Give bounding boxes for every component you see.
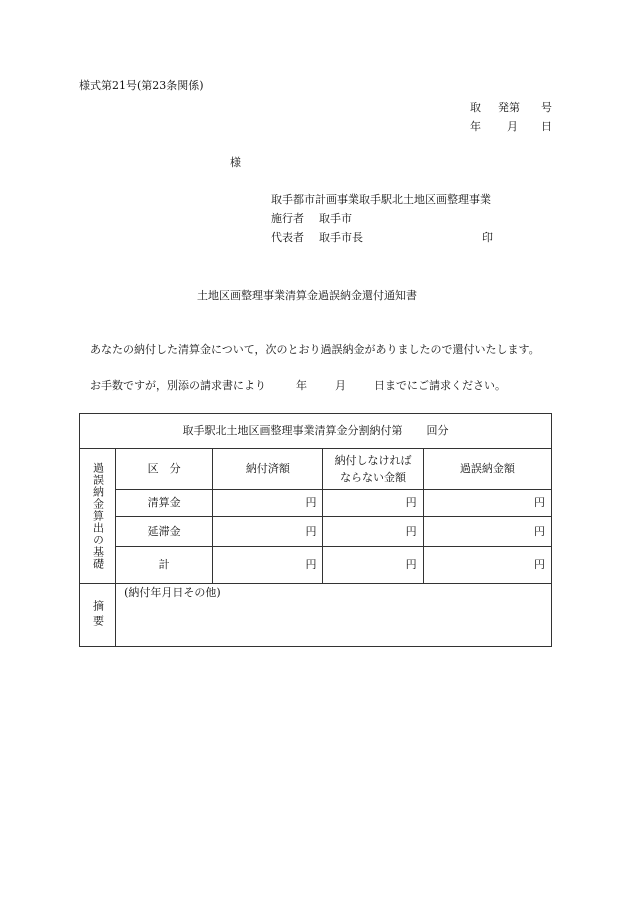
table-heading bbox=[80, 414, 552, 449]
col-header-category: 区 分 bbox=[116, 449, 213, 490]
side-label-cell bbox=[80, 449, 116, 584]
table-row bbox=[80, 517, 552, 547]
refund-table bbox=[79, 413, 552, 647]
row-unit: 円 bbox=[323, 490, 423, 517]
body-paragraph-2 bbox=[90, 379, 506, 392]
table-heading-suffix: 回分 bbox=[426, 424, 449, 437]
row-unit: 円 bbox=[423, 517, 551, 547]
row-unit: 円 bbox=[323, 547, 423, 584]
date-year: 年 bbox=[470, 120, 481, 133]
body-text-2-suffix: 日までにご請求ください。 bbox=[374, 379, 506, 392]
addressee-suffix: 様 bbox=[230, 156, 241, 169]
executor-name: 取手市 bbox=[319, 212, 352, 225]
doc-number-prefix: 取 bbox=[470, 101, 481, 114]
table-header-row bbox=[80, 449, 552, 490]
side-label: 過誤納金算出の基礎 bbox=[91, 462, 105, 570]
date-day: 日 bbox=[541, 120, 552, 133]
row-unit: 円 bbox=[323, 517, 423, 547]
row-label: 延滞金 bbox=[116, 517, 213, 547]
row-unit: 円 bbox=[423, 547, 551, 584]
remarks-content bbox=[116, 584, 552, 647]
col-header-paid: 納付済額 bbox=[213, 449, 323, 490]
doc-number-suffix: 号 bbox=[541, 101, 552, 114]
row-unit: 円 bbox=[213, 490, 323, 517]
col-header-overpaid: 過誤納金額 bbox=[423, 449, 551, 490]
row-unit: 円 bbox=[213, 517, 323, 547]
remarks-label: 摘要 bbox=[91, 600, 105, 630]
remarks-row bbox=[80, 584, 552, 647]
table-heading-text: 取手駅北土地区画整理事業清算金分割納付第 bbox=[182, 424, 403, 437]
row-label: 計 bbox=[116, 547, 213, 584]
table-row bbox=[80, 547, 552, 584]
row-unit: 円 bbox=[423, 490, 551, 517]
col-header-required bbox=[323, 449, 423, 490]
doc-number-middle: 発第 bbox=[498, 101, 520, 114]
col-header-required-line1: 納付しなければ bbox=[334, 454, 412, 467]
row-label: 清算金 bbox=[116, 490, 213, 517]
body-text-2-month: 月 bbox=[335, 379, 346, 392]
table-row bbox=[80, 490, 552, 517]
executor-label: 施行者 bbox=[271, 212, 304, 225]
sender-project: 取手都市計画事業取手駅北土地区画整理事業 bbox=[271, 193, 491, 206]
body-text-2-prefix: お手数ですが，別添の請求書により bbox=[90, 379, 266, 392]
document-title: 土地区画整理事業清算金過誤納金還付通知書 bbox=[197, 289, 417, 302]
remarks-note: (納付年月日その他) bbox=[124, 586, 221, 599]
representative-label: 代表者 bbox=[271, 231, 304, 244]
body-text-1: あなたの納付した清算金について，次のとおり過誤納金がありましたので還付いたします。 bbox=[90, 343, 540, 356]
seal-mark: 印 bbox=[482, 231, 493, 244]
representative-name: 取手市長 bbox=[319, 231, 363, 244]
form-number: 様式第21号(第23条関係) bbox=[79, 79, 204, 92]
table-heading-row bbox=[80, 414, 552, 449]
body-text-2-year: 年 bbox=[296, 379, 307, 392]
date-month: 月 bbox=[507, 120, 518, 133]
body-paragraph-1 bbox=[79, 341, 557, 359]
row-unit: 円 bbox=[213, 547, 323, 584]
col-header-required-line2: ならない金額 bbox=[340, 471, 407, 484]
remarks-label-cell bbox=[80, 584, 116, 647]
